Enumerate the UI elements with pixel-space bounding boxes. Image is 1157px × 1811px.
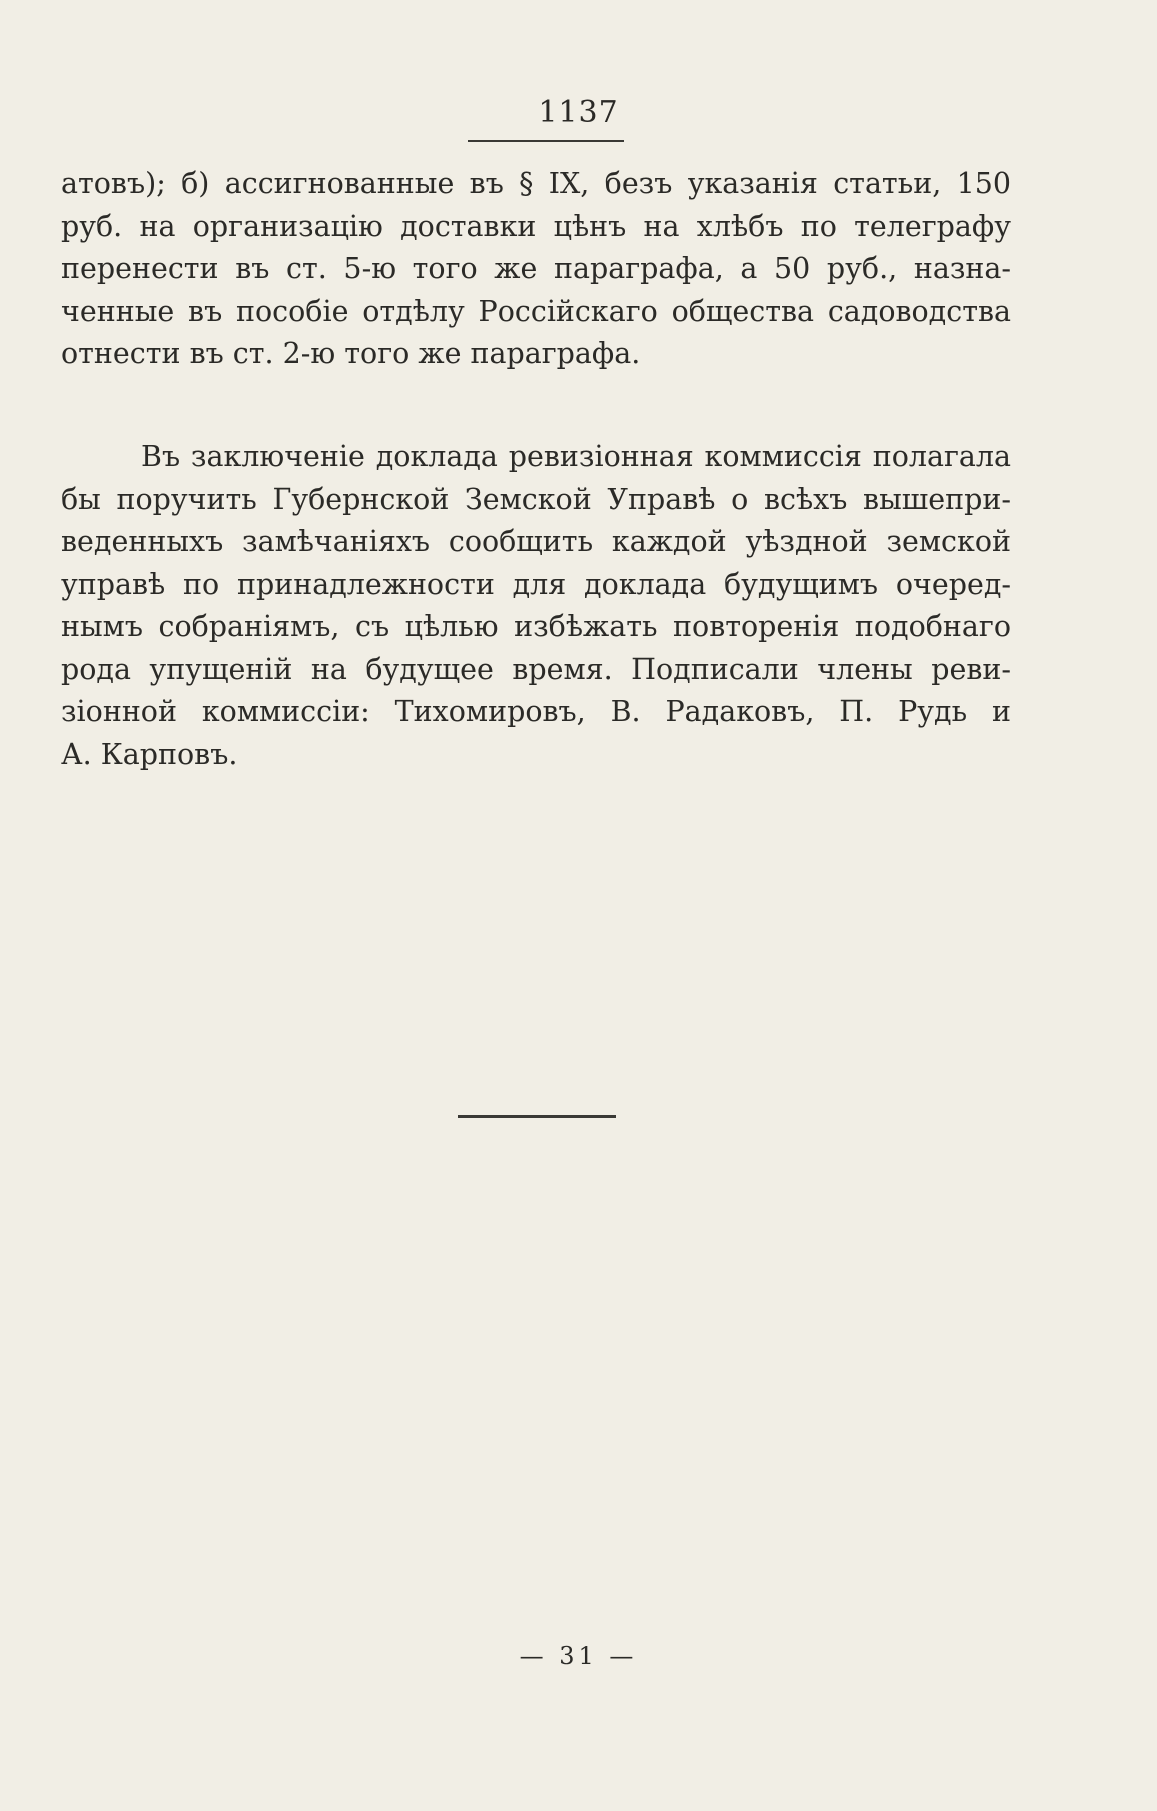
paragraph-1 (61, 163, 1011, 376)
text-line: нымъ собраніямъ, съ цѣлью избѣжать повторенія подобнаго (61, 610, 1011, 643)
text-line: атовъ); б) ассигнованные въ § IX, безъ указанія статьи, 150 (61, 167, 1011, 200)
text-line: рода упущеній на будущее время. Подписали члены реви- (61, 652, 1011, 686)
header-rule (468, 140, 624, 142)
section-end-rule (458, 1115, 616, 1118)
text-line: веденныхъ замѣчаніяхъ сообщить каждой уѣздной земской (61, 525, 1011, 558)
text-line: управѣ по принадлежности для доклада будущимъ очеред- (61, 567, 1011, 601)
text-line: А. Карповъ. (61, 737, 238, 771)
text-line: Въ заключеніе доклада ревизіонная коммиссія полагала (141, 440, 1011, 473)
text-line: отнести въ ст. 2-ю того же параграфа. (61, 337, 641, 370)
text-line: бы поручить Губернской Земской Управѣ о всѣхъ вышепри- (61, 482, 1011, 516)
paragraph-2 (61, 436, 1011, 776)
page-number: 1137 (538, 95, 619, 130)
text-line: ченные въ пособіе отдѣлу Россійскаго общества садоводства (61, 294, 1011, 328)
text-line: зіонной коммиссіи: Тихомировъ, В. Радаковъ, П. Рудь и (61, 695, 1011, 728)
folio-number: — 31 — (519, 1642, 638, 1670)
text-line: перенести въ ст. 5-ю того же параграфа, а 50 руб., назна- (61, 252, 1011, 285)
text-line: руб. на организацію доставки цѣнъ на хлѣбъ по телеграфу (61, 209, 1011, 243)
